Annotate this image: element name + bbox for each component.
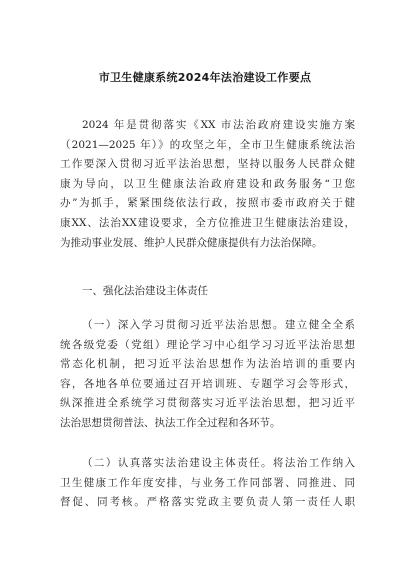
- text-line: （一）深入学习贯彻习近平法治思想。建立健全全系: [82, 319, 355, 331]
- section-heading: 一、强化法治建设主体责任: [82, 285, 208, 297]
- text-line: 为推动事业发展、维护人民群众健康提供有力法治保障。: [60, 236, 323, 249]
- text-line: 工作要深入贯彻习近平法治思想，坚持以服务人民群众健: [60, 158, 355, 171]
- text-line: （2021—2025 年）》的攻坚之年，全市卫生健康系统法治: [60, 138, 355, 151]
- text-line: 纵深推进全系统学习贯彻落实习近平法治思想，把习近平: [60, 397, 355, 410]
- text-line: 容，各地各单位要通过召开培训班、专题学习会等形式，: [60, 377, 355, 390]
- text-line: （二）认真落实法治建设主体责任。将法治工作纳入: [82, 457, 355, 469]
- text-line: 康为导向，以卫生健康法治政府建设和政务服务“卫您: [60, 177, 355, 190]
- text-line: 常态化机制，把习近平法治思想作为法治培训的重要内: [60, 358, 355, 371]
- intro-paragraph: [60, 116, 355, 253]
- item-paragraph-2: [60, 454, 355, 513]
- text-line: 卫生健康工作年度安排，与业务工作同部署、同推进、同: [60, 476, 355, 489]
- document-title: 市卫生健康系统2024年法治建设工作要点: [98, 71, 312, 84]
- text-line: 统各级党委（党组）理论学习中心组学习习近平法治思想: [60, 338, 355, 351]
- text-line: 督促、同考核。严格落实党政主要负责人第一责任人职: [60, 496, 355, 509]
- item-paragraph-1: [60, 316, 355, 434]
- text-line: 法治思想贯彻普法、执法工作全过程和各环节。: [60, 416, 281, 429]
- text-line: 办”为抓手，紧紧围绕依法行政，按照市委市政府关于健: [60, 197, 355, 210]
- text-line: 2024 年是贯彻落实《XX 市法治政府建设实施方案: [82, 119, 355, 131]
- text-line: 康XX、法治XX建设要求，全方位推进卫生健康法治建设，: [60, 216, 355, 229]
